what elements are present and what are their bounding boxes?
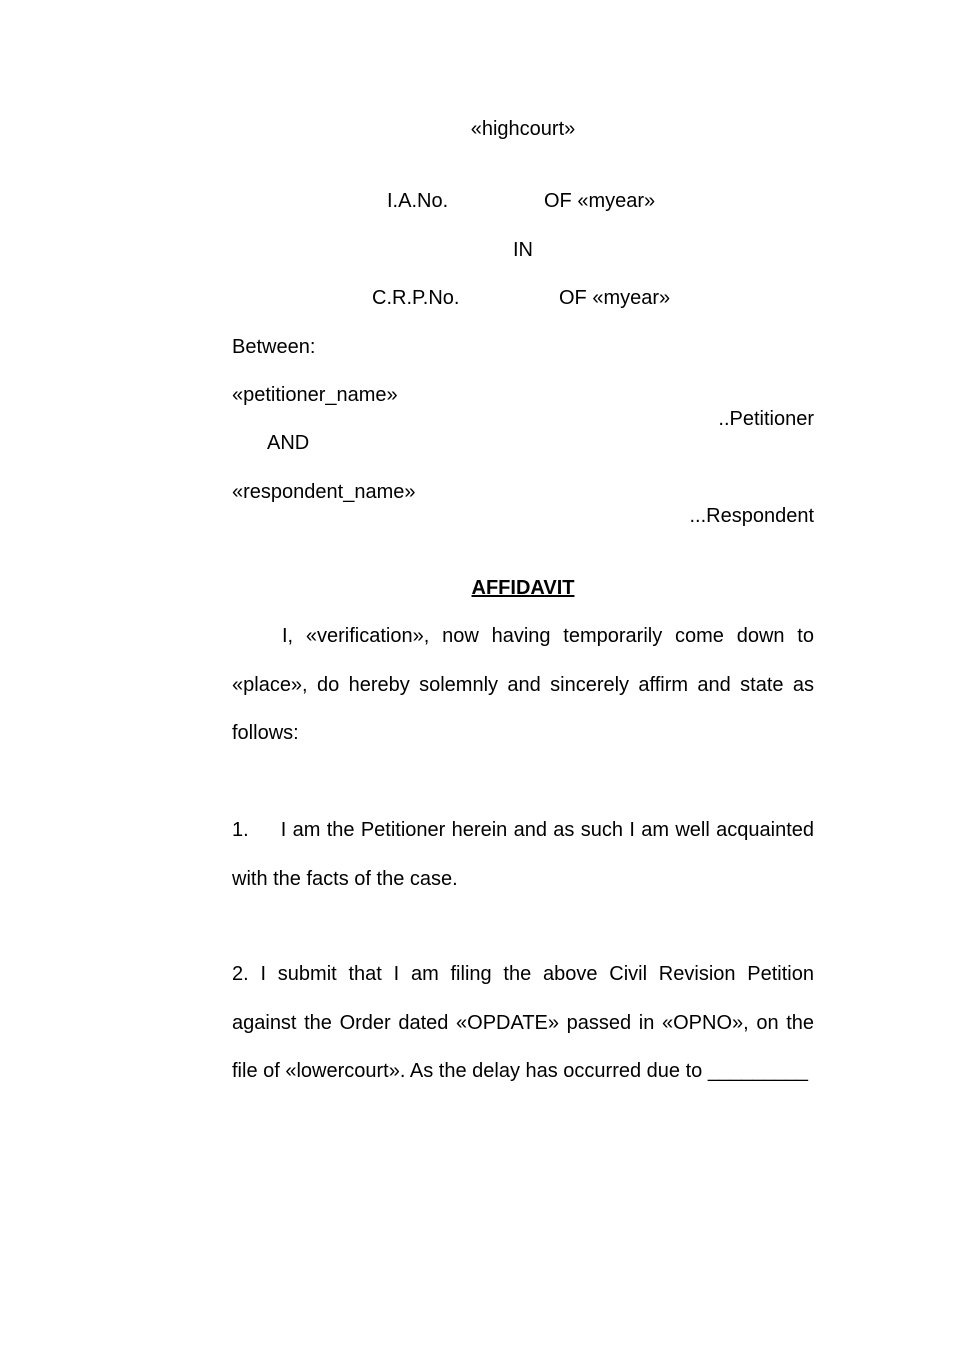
between-label: Between: [232,336,316,358]
petitioner-role: ..Petitioner [718,408,814,430]
affidavit-title: AFFIDAVIT [471,577,575,599]
ia-year: OF «myear» [544,190,656,212]
ia-number-label: I.A.No. [387,190,449,212]
court-name: «highcourt» [470,118,576,140]
paragraph-1 [232,806,814,903]
crp-year: OF «myear» [559,287,671,309]
respondent-name: «respondent_name» [232,481,416,503]
respondent-role: ...Respondent [689,505,814,527]
paragraph-1-number: 1. [232,819,249,841]
paragraph-1-text: I am the Petitioner herein and as such I am well acquainted with the facts of the case. [232,819,814,890]
intro-paragraph: I, «verification», now having temporarily come down to «place», do hereby solemnly and sincerely affirm and state as follows: [232,625,814,744]
and-connector: AND [267,432,310,454]
crp-number-label: C.R.P.No. [372,287,460,309]
petitioner-name: «petitioner_name» [232,384,398,406]
paragraph-2: 2. I submit that I am filing the above Civil Revision Petition against the Order dated «OPDATE» passed in «OPNO», on the file of «lowercourt». As the delay has occurred due to _________ [232,963,814,1082]
in-connector: IN [513,239,533,261]
